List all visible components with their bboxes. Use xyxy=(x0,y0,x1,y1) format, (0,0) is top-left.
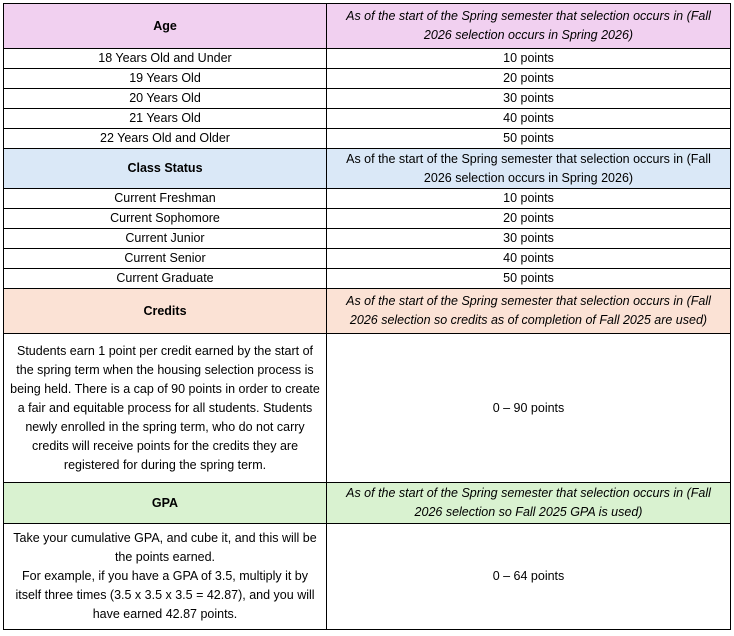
class-status-label: Current Graduate xyxy=(4,269,327,289)
credits-points: 0 – 90 points xyxy=(327,334,731,483)
class-status-header-row xyxy=(4,149,731,189)
credits-note: As of the start of the Spring semester that selection occurs in (Fall 2026 selection so credits as of completion of Fall 2025 are used) xyxy=(327,289,731,334)
credits-title: Credits xyxy=(4,289,327,334)
age-header-row xyxy=(4,4,731,49)
class-status-label: Current Senior xyxy=(4,249,327,269)
class-status-label: Current Junior xyxy=(4,229,327,249)
table-row xyxy=(4,89,731,109)
class-status-points: 10 points xyxy=(327,189,731,209)
age-label: 20 Years Old xyxy=(4,89,327,109)
age-label: 19 Years Old xyxy=(4,69,327,89)
gpa-points: 0 – 64 points xyxy=(327,524,731,630)
credits-detail-row xyxy=(4,334,731,483)
gpa-description xyxy=(4,524,327,630)
age-title: Age xyxy=(4,4,327,49)
points-table xyxy=(3,3,731,630)
age-label: 21 Years Old xyxy=(4,109,327,129)
class-status-label: Current Sophomore xyxy=(4,209,327,229)
age-points: 30 points xyxy=(327,89,731,109)
table-row xyxy=(4,209,731,229)
age-points: 10 points xyxy=(327,49,731,69)
class-status-label: Current Freshman xyxy=(4,189,327,209)
age-label: 22 Years Old and Older xyxy=(4,129,327,149)
age-points: 40 points xyxy=(327,109,731,129)
table-row xyxy=(4,229,731,249)
table-row xyxy=(4,129,731,149)
class-status-points: 20 points xyxy=(327,209,731,229)
table-row xyxy=(4,69,731,89)
class-status-points: 50 points xyxy=(327,269,731,289)
credits-header-row xyxy=(4,289,731,334)
table-row xyxy=(4,49,731,69)
age-points: 20 points xyxy=(327,69,731,89)
gpa-title: GPA xyxy=(4,483,327,524)
gpa-description-line1: Take your cumulative GPA, and cube it, and this will be the points earned. xyxy=(13,531,317,564)
table-row xyxy=(4,269,731,289)
class-status-points: 40 points xyxy=(327,249,731,269)
class-status-points: 30 points xyxy=(327,229,731,249)
gpa-description-line2: For example, if you have a GPA of 3.5, multiply it by itself three times (3.5 x 3.5 x 3.5 = 42.87), and you will have earned 42.87 points. xyxy=(15,569,315,621)
age-points: 50 points xyxy=(327,129,731,149)
credits-description: Students earn 1 point per credit earned by the start of the spring term when the housing selection process is being held. There is a cap of 90 points in order to create a fair and equitable process for all students. Students newly enrolled in the spring term, who do not carry credits will receive points for the credits they are registered for during the spring term. xyxy=(4,334,327,483)
gpa-note: As of the start of the Spring semester that selection occurs in (Fall 2026 selection so Fall 2025 GPA is used) xyxy=(327,483,731,524)
age-label: 18 Years Old and Under xyxy=(4,49,327,69)
age-note: As of the start of the Spring semester that selection occurs in (Fall 2026 selection occurs in Spring 2026) xyxy=(327,4,731,49)
table-row xyxy=(4,189,731,209)
table-row xyxy=(4,109,731,129)
table-row xyxy=(4,249,731,269)
class-status-note: As of the start of the Spring semester that selection occurs in (Fall 2026 selection occurs in Spring 2026) xyxy=(327,149,731,189)
class-status-title: Class Status xyxy=(4,149,327,189)
gpa-detail-row xyxy=(4,524,731,630)
gpa-header-row xyxy=(4,483,731,524)
